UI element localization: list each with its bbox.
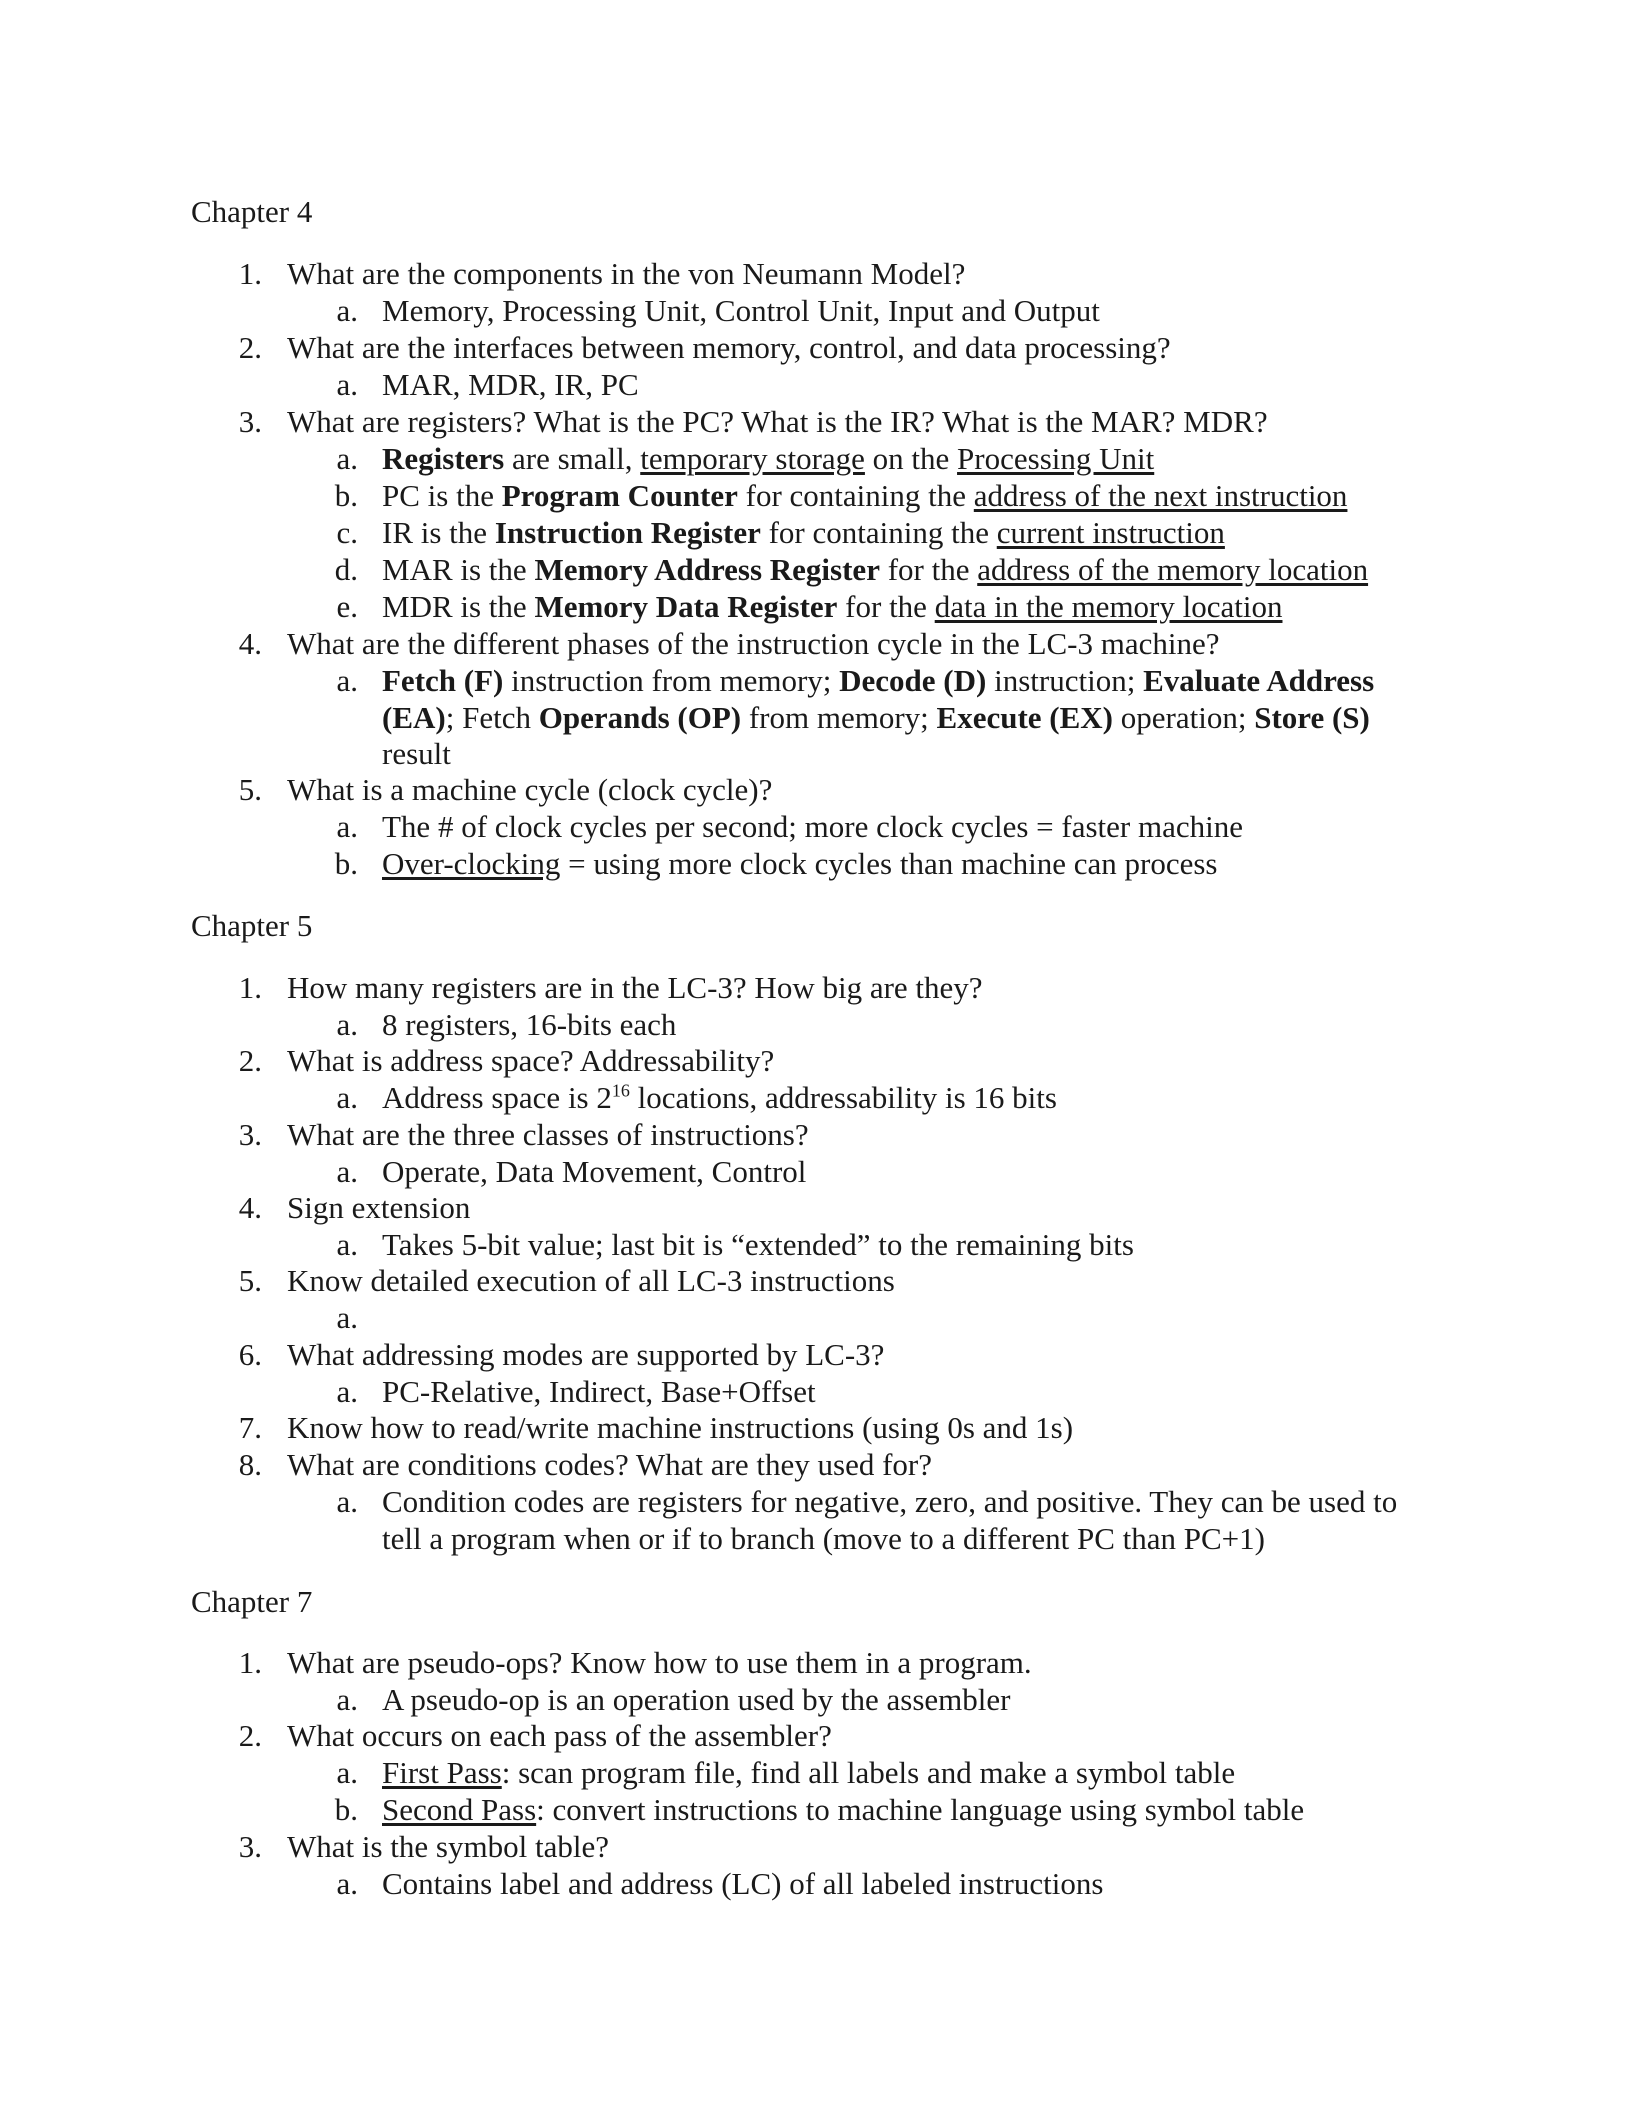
ch4-q2-text: What are the interfaces between memory, control, and data processing? [287, 330, 1171, 365]
ch5-q3-text: What are the three classes of instructions? [287, 1117, 809, 1152]
ch4-q2-a-text: MAR, MDR, IR, PC [382, 367, 639, 402]
ch5-q4-number: 4. [238, 1190, 262, 1225]
ch4-q4-a-letter: a. [336, 663, 358, 698]
text-fragment: PC is the [382, 478, 502, 513]
ch4-q3-c-text [382, 514, 1225, 551]
ch4-q4-a-text-line2 [382, 699, 1370, 736]
ch4-q5-text: What is a machine cycle (clock cycle)? [287, 772, 773, 807]
ch5-q7-number: 7. [238, 1410, 262, 1445]
ch5-q6-text: What addressing modes are supported by LC-3? [287, 1337, 885, 1372]
ch4-q3-e-text [382, 588, 1282, 625]
underlined-temporary-storage: temporary storage [640, 441, 865, 476]
ch5-q5-a-letter: a. [336, 1300, 358, 1335]
text-fragment: : convert instructions to machine language using symbol table [536, 1792, 1305, 1827]
underlined-data-in-memory-location: data in the memory location [934, 589, 1283, 624]
ch5-q3-a-letter: a. [336, 1154, 358, 1189]
ch4-q3-e-letter: e. [336, 589, 358, 624]
ch7-q3-a-letter: a. [336, 1866, 358, 1901]
ch7-q3-text: What is the symbol table? [287, 1829, 609, 1864]
ch4-q1-a-letter: a. [336, 293, 358, 328]
ch5-q8-a-text-line2: tell a program when or if to branch (move to a different PC than PC+1) [382, 1521, 1265, 1556]
ch5-q1-a-text: 8 registers, 16-bits each [382, 1007, 677, 1042]
text-fragment: for the [837, 589, 935, 624]
chapter-5-heading: Chapter 5 [191, 908, 313, 943]
term-execute: Execute (EX) [936, 700, 1114, 735]
ch4-q1-a-text: Memory, Processing Unit, Control Unit, Input and Output [382, 293, 1100, 328]
exponent: 16 [611, 1080, 630, 1101]
text-fragment: from memory; [741, 700, 937, 735]
ch7-q1-text: What are pseudo-ops? Know how to use them in a program. [287, 1645, 1032, 1680]
text-fragment: for the [879, 552, 978, 587]
term-evaluate-address: Evaluate Address [1143, 663, 1375, 698]
underlined-next-instruction: address of the next instruction [973, 478, 1348, 513]
ch5-q7-text: Know how to read/write machine instructions (using 0s and 1s) [287, 1410, 1074, 1445]
text-fragment: MDR is the [382, 589, 535, 624]
term-registers: Registers [382, 441, 505, 476]
ch4-q3-b-text [382, 477, 1347, 514]
ch4-q3-d-text [382, 551, 1368, 588]
ch4-q3-d-letter: d. [334, 552, 358, 587]
term-instruction-register: Instruction Register [494, 515, 761, 550]
term-operands: Operands (OP) [538, 700, 742, 735]
ch7-q2-number: 2. [238, 1718, 262, 1753]
ch4-q3-text: What are registers? What is the PC? What is the IR? What is the MAR? MDR? [287, 404, 1268, 439]
ch5-q3-number: 3. [238, 1117, 262, 1152]
underlined-over-clocking: Over-clocking [382, 846, 561, 881]
term-ea: (EA) [382, 700, 446, 735]
text-fragment: instruction; [986, 663, 1144, 698]
ch5-q8-a-letter: a. [336, 1484, 358, 1519]
text-fragment: Address space is 2 [382, 1080, 612, 1115]
text-fragment: ; Fetch [445, 700, 539, 735]
ch4-q3-c-letter: c. [336, 515, 358, 550]
ch5-q4-a-text: Takes 5-bit value; last bit is “extended” to the remaining bits [382, 1227, 1134, 1262]
ch5-q1-text: How many registers are in the LC-3? How big are they? [287, 970, 983, 1005]
ch5-q6-a-text: PC-Relative, Indirect, Base+Offset [382, 1374, 816, 1409]
underlined-first-pass: First Pass [382, 1755, 502, 1790]
ch4-q1-number: 1. [238, 256, 262, 291]
text-fragment: = using more clock cycles than machine can process [560, 846, 1218, 881]
ch4-q3-a-letter: a. [336, 441, 358, 476]
ch5-q2-text: What is address space? Addressability? [287, 1043, 775, 1078]
ch7-q2-b-text [382, 1791, 1304, 1828]
ch4-q4-number: 4. [238, 626, 262, 661]
ch4-q4-a-text-line3: result [382, 736, 451, 771]
text-fragment: instruction from memory; [503, 663, 840, 698]
ch5-q1-a-letter: a. [336, 1007, 358, 1042]
ch4-q5-number: 5. [238, 772, 262, 807]
text-fragment: operation; [1113, 700, 1255, 735]
underlined-second-pass: Second Pass [382, 1792, 537, 1827]
ch7-q1-a-text: A pseudo-op is an operation used by the assembler [382, 1682, 1011, 1717]
text-fragment: MAR is the [382, 552, 535, 587]
underlined-current-instruction: current instruction [996, 515, 1225, 550]
ch5-q3-a-text: Operate, Data Movement, Control [382, 1154, 807, 1189]
ch7-q2-a-letter: a. [336, 1755, 358, 1790]
chapter-7-heading: Chapter 7 [191, 1584, 313, 1619]
term-memory-address-register: Memory Address Register [534, 552, 880, 587]
ch5-q5-text: Know detailed execution of all LC-3 instructions [287, 1263, 895, 1298]
underlined-address-of-memory-location: address of the memory location [977, 552, 1369, 587]
text-fragment: on the [864, 441, 958, 476]
ch5-q1-number: 1. [238, 970, 262, 1005]
ch4-q3-a-text [382, 440, 1154, 477]
ch7-q1-a-letter: a. [336, 1682, 358, 1717]
ch5-q6-number: 6. [238, 1337, 262, 1372]
chapter-4-heading: Chapter 4 [191, 194, 313, 229]
ch7-q3-number: 3. [238, 1829, 262, 1864]
ch5-q8-text: What are conditions codes? What are they used for? [287, 1447, 932, 1482]
text-fragment: IR is the [382, 515, 495, 550]
ch5-q4-text: Sign extension [287, 1190, 471, 1225]
ch5-q4-a-letter: a. [336, 1227, 358, 1262]
ch4-q1-text: What are the components in the von Neumann Model? [287, 256, 966, 291]
text-fragment: locations, addressability is 16 bits [629, 1080, 1057, 1115]
ch7-q2-b-letter: b. [334, 1792, 358, 1827]
ch5-q2-number: 2. [238, 1043, 262, 1078]
term-decode: Decode (D) [839, 663, 987, 698]
ch4-q5-a-text: The # of clock cycles per second; more clock cycles = faster machine [382, 809, 1243, 844]
text-fragment: for containing the [737, 478, 974, 513]
ch5-q8-a-text-line1: Condition codes are registers for negative, zero, and positive. They can be used to [382, 1484, 1398, 1519]
ch5-q2-a-letter: a. [336, 1080, 358, 1115]
ch5-q6-a-letter: a. [336, 1374, 358, 1409]
ch4-q4-a-text-line1 [382, 662, 1374, 699]
ch4-q5-b-letter: b. [334, 846, 358, 881]
ch4-q2-number: 2. [238, 330, 262, 365]
ch4-q3-b-letter: b. [334, 478, 358, 513]
term-fetch: Fetch (F) [382, 663, 504, 698]
term-program-counter: Program Counter [501, 478, 738, 513]
ch4-q4-text: What are the different phases of the instruction cycle in the LC-3 machine? [287, 626, 1220, 661]
ch4-q5-b-text [382, 845, 1217, 882]
term-store: Store (S) [1254, 700, 1370, 735]
ch5-q5-number: 5. [238, 1263, 262, 1298]
underlined-processing-unit: Processing Unit [957, 441, 1155, 476]
ch7-q2-text: What occurs on each pass of the assembler? [287, 1718, 832, 1753]
ch7-q3-a-text: Contains label and address (LC) of all labeled instructions [382, 1866, 1104, 1901]
term-memory-data-register: Memory Data Register [534, 589, 838, 624]
ch4-q3-number: 3. [238, 404, 262, 439]
text-fragment: for containing the [760, 515, 997, 550]
ch7-q2-a-text [382, 1754, 1235, 1791]
ch5-q2-a-text [382, 1079, 1057, 1116]
text-fragment: are small, [504, 441, 641, 476]
text-fragment: : scan program file, find all labels and make a symbol table [501, 1755, 1236, 1790]
ch4-q5-a-letter: a. [336, 809, 358, 844]
ch7-q1-number: 1. [238, 1645, 262, 1680]
ch4-q2-a-letter: a. [336, 367, 358, 402]
ch5-q8-number: 8. [238, 1447, 262, 1482]
